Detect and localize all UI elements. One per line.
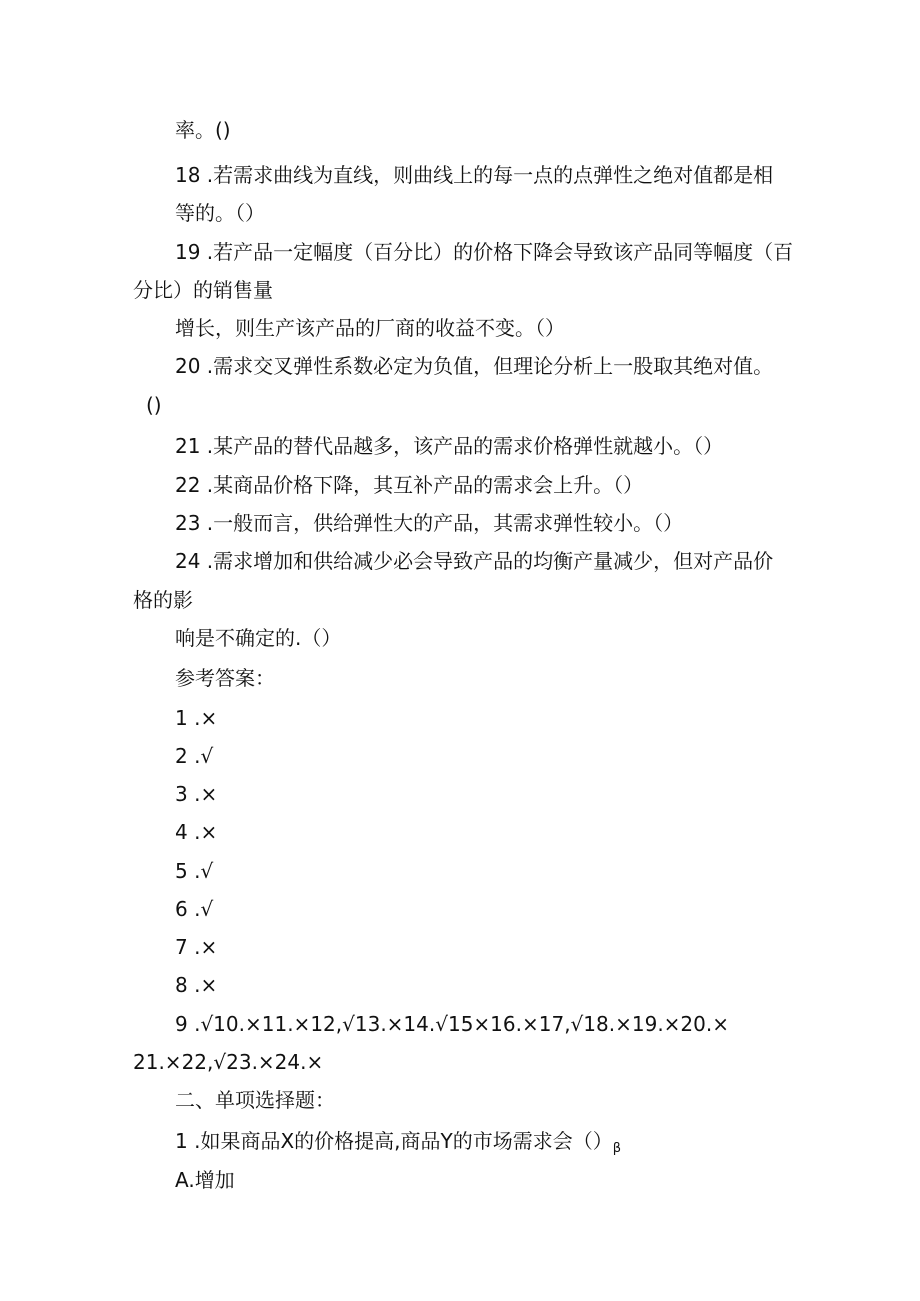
question-22: 22 .某商品价格下降，其互补产品的需求会上升。（） (175, 473, 644, 497)
question-24-line-1: 24 .需求增加和供给减少必会导致产品的均衡产量减少，但对产品价 (175, 549, 774, 573)
answer-1: 1 .× (175, 706, 218, 730)
mcq-1-option-a: A.增加 (175, 1168, 235, 1192)
question-19-line-3: 增长，则生产该产品的厂商的收益不变。（） (175, 316, 565, 340)
answer-3: 3 .× (175, 782, 218, 806)
question-20-line-2: () (146, 393, 162, 417)
mcq-1-question (175, 1127, 621, 1163)
answer-5: 5 .√ (175, 859, 214, 883)
answer-7: 7 .× (175, 935, 218, 959)
question-18-line-2: 等的。（） (175, 201, 265, 225)
answers-21-to-24: 21.×22,√23.×24.× (133, 1050, 324, 1074)
answer-8: 8 .× (175, 973, 218, 997)
section-heading-single-choice: 二、单项选择题： (175, 1088, 335, 1112)
answer-2: 2 .√ (175, 744, 214, 768)
question-23: 23 .一般而言，供给弹性大的产品，其需求弹性较小。（） (175, 511, 684, 535)
question-19-line-1: 19 .若产品一定幅度（百分比）的价格下降会导致该产品同等幅度（百 (175, 240, 794, 264)
stray-mark: β (612, 1141, 622, 1156)
text-line-1: 率。() (175, 118, 231, 142)
mcq-1-question-text: 1 .如果商品X的价格提高,商品Y的市场需求会（） (175, 1129, 613, 1153)
question-18-line-1: 18 .若需求曲线为直线，则曲线上的每一点的点弹性之绝对值都是相 (175, 163, 774, 187)
answer-4: 4 .× (175, 820, 218, 844)
answers-9-to-20: 9 .√10.×11.×12,√13.×14.√15×16.×17,√18.×19.×20.× (175, 1012, 729, 1036)
answers-heading: 参考答案： (175, 666, 275, 690)
question-24-line-3: 响是不确定的.（） (175, 626, 342, 650)
question-24-line-2: 格的影 (133, 588, 193, 612)
question-20-line-1: 20 .需求交叉弹性系数必定为负值，但理论分析上一股取其绝对值。 (175, 354, 774, 378)
question-19-line-2: 分比）的销售量 (133, 278, 273, 302)
answer-6: 6 .√ (175, 897, 214, 921)
question-21: 21 .某产品的替代品越多，该产品的需求价格弹性就越小。（） (175, 434, 724, 458)
